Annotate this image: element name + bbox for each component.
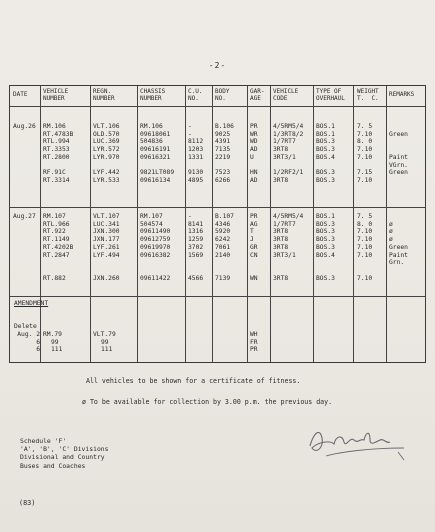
amend-regn: VLT.79	[93, 331, 116, 338]
cell-body-no: 6266	[215, 176, 231, 184]
cell-type-of-overhaul: BOS.3	[316, 228, 335, 236]
cell-type-of-overhaul: BOS.3	[316, 169, 335, 177]
cell-regn-number: VLT.106	[93, 123, 120, 130]
cell-body-no: 7523	[215, 169, 231, 177]
cell-regn-number: LYF.442	[93, 169, 120, 177]
col-divider	[353, 86, 354, 362]
cell-body-no: B.107	[215, 213, 234, 220]
cell-vehicle-code: 4/5RM5/4	[273, 123, 304, 130]
cell-chassis-number: 09616191	[140, 146, 171, 154]
footer-line: Schedule 'F'	[20, 437, 67, 445]
cell-weight: 7.10	[357, 243, 373, 251]
header-remarks: REMARKS	[389, 91, 415, 98]
cell-vehicle-number: RTL.966	[43, 220, 70, 228]
cell-weight: 8. 0	[357, 220, 373, 228]
col-divider	[185, 86, 186, 362]
cell-chassis-number: 504574	[140, 220, 163, 228]
amend-date: Aug. 2	[17, 331, 40, 338]
amendment-title: AMENDMENT	[14, 300, 49, 307]
cell-cu-no: 1259	[188, 236, 204, 244]
cell-vehicle-code: 3RT8	[273, 176, 289, 184]
cell-chassis-number: 09611490	[140, 228, 171, 236]
cell-weight: 7.10	[357, 236, 373, 244]
cell-cu-no: -	[188, 213, 192, 220]
cell-body-no: B.106	[215, 123, 234, 130]
cell-chassis-number: 09611422	[140, 274, 171, 282]
cell-type-of-overhaul: BOS.3	[316, 176, 335, 184]
cell-vehicle-code: 1/7RT7	[273, 220, 296, 228]
section-rule	[10, 207, 425, 208]
cell-cu-no: 4566	[188, 274, 204, 282]
cell-weight: 7.10	[357, 153, 373, 161]
cell-weight: 7.10	[357, 228, 373, 236]
cell-type-of-overhaul: BOS.3	[316, 243, 335, 251]
cell-chassis-number: 504836	[140, 138, 163, 146]
cell-regn-number: OLD.570	[93, 130, 120, 138]
cell-garage: WR	[250, 130, 258, 138]
footer-line: Buses and Coaches	[20, 461, 86, 470]
cell-regn-number: LYF.261	[93, 243, 120, 251]
cell-vehicle-code: 3RT8	[273, 228, 289, 236]
cell-cu-no: 1316	[188, 228, 204, 236]
schedule-table	[9, 85, 426, 363]
cell-vehicle-number: RT.3353	[43, 146, 70, 154]
amend-regn: 111	[101, 346, 113, 354]
amendment-rule	[10, 296, 425, 297]
col-divider	[386, 86, 387, 362]
cell-remarks: Paint	[389, 251, 408, 259]
cell-garage: AD	[250, 146, 258, 154]
cell-remarks: Green	[389, 243, 408, 251]
amendment-action: Delete	[14, 323, 37, 330]
col-divider	[137, 86, 138, 362]
amend-vehicle: 111	[51, 346, 63, 354]
cell-garage: GR	[250, 243, 258, 251]
cell-vehicle-code: 3RT3/1	[273, 153, 296, 161]
cell-regn-number: JXN.177	[93, 236, 120, 244]
cell-type-of-overhaul: BOS.4	[316, 153, 335, 161]
col-divider	[313, 86, 314, 362]
cell-garage: PR	[250, 123, 258, 130]
section-date: Aug.27	[13, 213, 36, 220]
cell-type-of-overhaul: BOS.3	[316, 236, 335, 244]
header-vehicle-number: VEHICLE NUMBER	[43, 88, 69, 102]
cell-vehicle-number: RM.107	[43, 213, 66, 220]
cell-body-no: 6242	[215, 236, 231, 244]
cell-body-no: 7061	[215, 243, 231, 251]
footer-line: 'A', 'B', 'C' Divisions	[20, 445, 109, 454]
cell-vehicle-number: RT.4783B	[43, 130, 74, 138]
cell-type-of-overhaul: BOS.3	[316, 220, 335, 228]
cell-garage: HN	[250, 169, 258, 177]
cell-cu-no: -	[188, 123, 192, 130]
cell-body-no: 2140	[215, 251, 231, 259]
cell-garage: U	[250, 153, 254, 161]
cell-cu-no: 3702	[188, 243, 204, 251]
footer-block	[20, 437, 109, 470]
header-date: DATE	[13, 91, 28, 98]
cell-vehicle-code: 3RT8	[273, 236, 289, 244]
cell-chassis-number: 09616321	[140, 153, 171, 161]
page-number: -2-	[208, 61, 227, 70]
cell-vehicle-number: RT.1149	[43, 236, 70, 244]
cell-vehicle-number: RT.2847	[43, 251, 70, 259]
header-weight: WEIGHT T. C.	[357, 88, 379, 102]
col-divider	[247, 86, 248, 362]
cell-type-of-overhaul: BOS.4	[316, 251, 335, 259]
header-rule	[10, 106, 425, 107]
cell-vehicle-code: 1/3RT8/2	[273, 130, 304, 138]
header-vehicle-code: VEHICLE CODE	[273, 88, 299, 102]
footer-line: Divisional and Country	[20, 453, 105, 462]
cell-vehicle-number: RM.106	[43, 123, 66, 130]
cell-garage: CN	[250, 251, 258, 259]
cell-garage: PR	[250, 213, 258, 220]
col-divider	[212, 86, 213, 362]
cell-remarks: Grn.	[389, 259, 405, 267]
cell-regn-number: VLT.107	[93, 213, 120, 220]
note-collection: ø To be available for collection by 3.00 p.m. the previous day.	[82, 398, 333, 406]
cell-remarks: ø	[389, 228, 393, 236]
cell-type-of-overhaul: BOS.1	[316, 130, 335, 138]
col-divider	[40, 86, 41, 362]
cell-remarks: ø	[389, 220, 393, 228]
note-fitness: All vehicles to be shown for a certificate of fitness.	[86, 377, 301, 385]
cell-body-no: 2219	[215, 153, 231, 161]
cell-chassis-number: 9821LT089	[140, 169, 175, 177]
cell-type-of-overhaul: BOS.3	[316, 146, 335, 154]
cell-remarks: ø	[389, 236, 393, 244]
cell-cu-no: 1569	[188, 251, 204, 259]
cell-vehicle-number: RT.882	[43, 274, 66, 282]
amend-garage: FR	[250, 338, 258, 346]
cell-vehicle-number: RT.2800	[43, 153, 70, 161]
cell-vehicle-code: 4/5RM5/4	[273, 213, 304, 220]
header-type-of-overhaul: TYPE OF OVERHAUL	[316, 88, 345, 102]
cell-chassis-number: RM.107	[140, 213, 163, 220]
cell-weight: 7.10	[357, 274, 373, 282]
cell-chassis-number: 09619970	[140, 243, 171, 251]
header-regn-number: REGN. NUMBER	[93, 88, 115, 102]
cell-vehicle-number: RTL.994	[43, 138, 70, 146]
cell-vehicle-code: 3RT8	[273, 243, 289, 251]
cell-cu-no: 8112	[188, 138, 204, 146]
cell-weight: 7.10	[357, 176, 373, 184]
cell-remarks: VGrn.	[389, 161, 408, 169]
cell-regn-number: LYR.533	[93, 176, 120, 184]
cell-type-of-overhaul: BOS.1	[316, 213, 335, 220]
cell-chassis-number: RM.106	[140, 123, 163, 130]
document-code: (83)	[19, 499, 36, 507]
cell-vehicle-code: 1/2RF2/1	[273, 169, 304, 177]
amend-vehicle: 99	[51, 338, 59, 346]
cell-garage: AG	[250, 220, 258, 228]
cell-remarks: Green	[389, 130, 408, 138]
cell-vehicle-code: 1/7RT7	[273, 138, 296, 146]
amend-regn: 99	[101, 338, 109, 346]
cell-weight: 7. 5	[357, 213, 373, 220]
header-cu-no: C.U. NO.	[188, 88, 203, 102]
cell-cu-no: 1203	[188, 146, 204, 154]
cell-body-no: 7139	[215, 274, 231, 282]
col-divider	[90, 86, 91, 362]
cell-regn-number: JXN.300	[93, 228, 120, 236]
section-date: Aug.26	[13, 123, 36, 130]
cell-cu-no: -	[188, 130, 192, 138]
cell-body-no: 4346	[215, 220, 231, 228]
cell-chassis-number: 09612759	[140, 236, 171, 244]
cell-weight: 7.10	[357, 130, 373, 138]
handwritten-signature	[300, 418, 412, 464]
cell-chassis-number: 09616134	[140, 176, 171, 184]
cell-vehicle-number: RT.4202B	[43, 243, 74, 251]
amend-date: 6	[36, 338, 40, 346]
cell-cu-no: 1331	[188, 153, 204, 161]
amend-date: 6	[36, 346, 40, 354]
cell-type-of-overhaul: BOS.3	[316, 274, 335, 282]
cell-body-no: 9025	[215, 130, 231, 138]
cell-regn-number: JXN.260	[93, 274, 120, 282]
cell-weight: 8. 0	[357, 138, 373, 146]
cell-weight: 7.10	[357, 251, 373, 259]
cell-garage: T	[250, 228, 254, 236]
amend-vehicle: RM.79	[43, 331, 62, 338]
header-garage: GAR- AGE	[250, 88, 265, 102]
cell-remarks: Paint	[389, 153, 408, 161]
cell-vehicle-code: 3RT8	[273, 146, 289, 154]
amend-garage: PR	[250, 346, 258, 354]
cell-garage: AD	[250, 176, 258, 184]
cell-regn-number: LYR.970	[93, 153, 120, 161]
cell-regn-number: LUC.369	[93, 138, 120, 146]
cell-vehicle-number: RT.3314	[43, 176, 70, 184]
cell-type-of-overhaul: BOS.3	[316, 138, 335, 146]
cell-vehicle-number: RF.91C	[43, 169, 66, 177]
cell-garage: WD	[250, 138, 258, 146]
cell-vehicle-code: 3RT8	[273, 274, 289, 282]
cell-chassis-number: 09616382	[140, 251, 171, 259]
cell-weight: 7.10	[357, 146, 373, 154]
amend-garage: WH	[250, 331, 258, 338]
cell-regn-number: LUC.341	[93, 220, 120, 228]
cell-regn-number: LYF.494	[93, 251, 120, 259]
cell-vehicle-number: RT.922	[43, 228, 66, 236]
cell-vehicle-code: 3RT3/1	[273, 251, 296, 259]
cell-body-no: 5920	[215, 228, 231, 236]
cell-remarks: Green	[389, 169, 408, 177]
cell-chassis-number: 09618061	[140, 130, 171, 138]
header-body-no: BODY NO.	[215, 88, 230, 102]
cell-garage: WN	[250, 274, 258, 282]
cell-body-no: 4391	[215, 138, 231, 146]
cell-cu-no: 9130	[188, 169, 204, 177]
cell-regn-number: LYR.572	[93, 146, 120, 154]
cell-weight: 7.15	[357, 169, 373, 177]
header-chassis-number: CHASSIS NUMBER	[140, 88, 166, 102]
cell-weight: 7. 5	[357, 123, 373, 130]
cell-cu-no: 8141	[188, 220, 204, 228]
cell-garage: J	[250, 236, 254, 244]
col-divider	[270, 86, 271, 362]
cell-cu-no: 4895	[188, 176, 204, 184]
cell-type-of-overhaul: BOS.1	[316, 123, 335, 130]
cell-body-no: 7135	[215, 146, 231, 154]
